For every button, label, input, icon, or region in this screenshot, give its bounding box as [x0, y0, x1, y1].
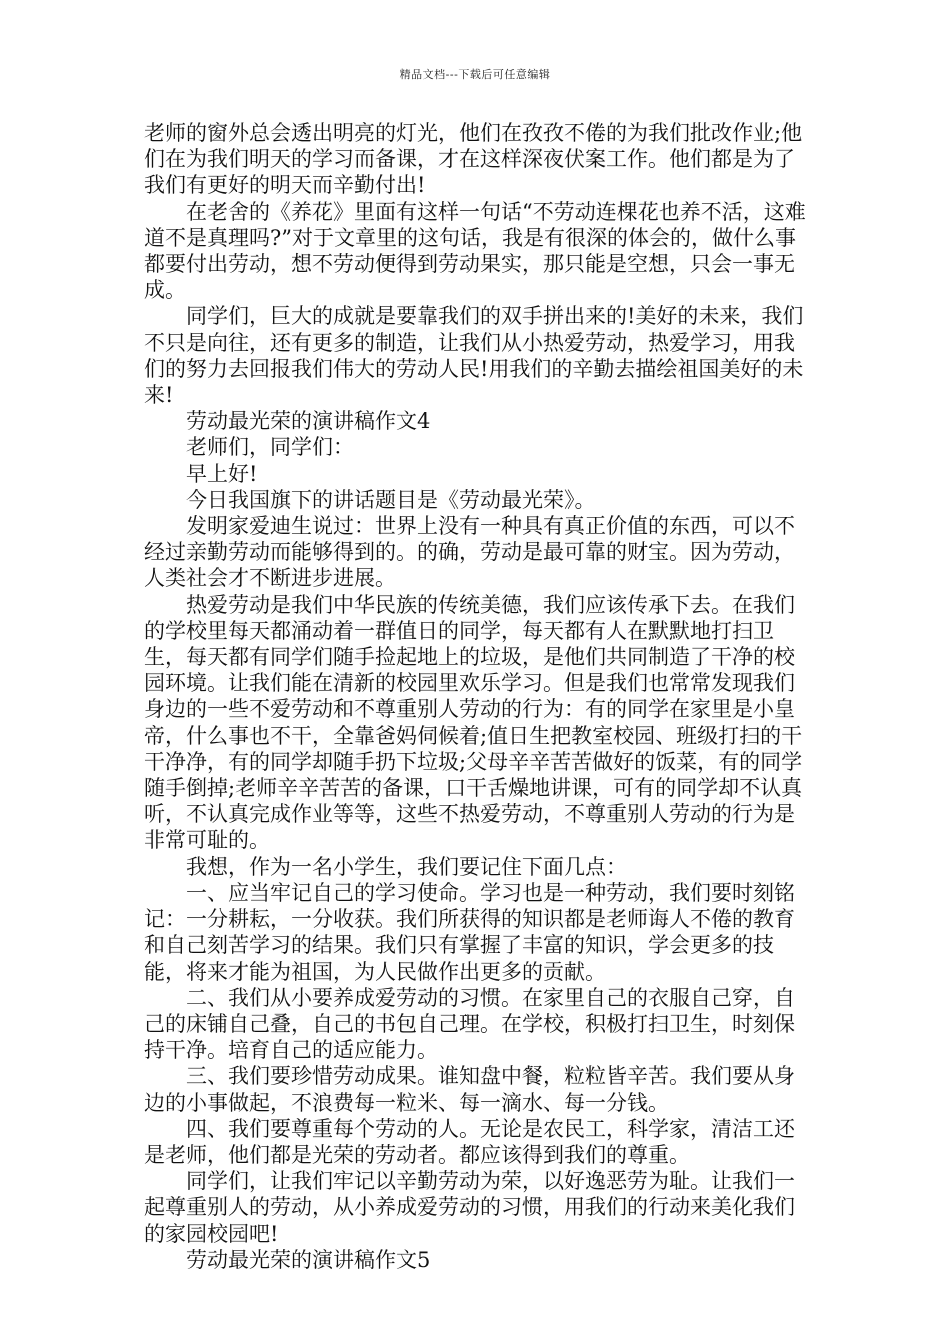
speech-topic: 今日我国旗下的讲话题目是《劳动最光荣》。 [186, 487, 596, 512]
point-two: 二、我们从小要养成爱劳动的习惯。在家里自己的衣服自己穿，自己的床铺自己叠，自己的书包自己理。在学校，积极打扫卫生，时刻保持干净。培育自己的适应能力。 [144, 985, 795, 1063]
page-header: 精品文档---下载后可任意编辑 [399, 68, 551, 81]
point-three: 三、我们要珍惜劳动成果。谁知盘中餐，粒粒皆辛苦。我们要从身边的小事做起，不浪费每一粒米、每一滴水、每一分钱。 [144, 1064, 795, 1115]
salutation: 老师们，同学们： [186, 435, 354, 460]
paragraph-conclusion: 同学们，让我们牢记以辛勤劳动为荣，以好逸恶劳为耻。让我们一起尊重别人的劳动，从小养成爱劳动的习惯，用我们的行动来美化我们的家园校园吧! [144, 1169, 795, 1246]
paragraph-future: 同学们，巨大的成就是要靠我们的双手拼出来的!美好的未来，我们不只是向往，还有更多的制造，让我们从小热爱劳动，热爱学习，用我们的努力去回报我们伟大的劳动人民!用我们的辛勤去描绘祖国美好的未来! [144, 304, 804, 408]
paragraph-lao-she-quote: 在老舍的《养花》里面有这样一句话“不劳动连棵花也养不活，这难道不是真理吗?”对于文章里的这句话，我是有很深的体会的，做什么事都要付出劳动，想不劳动便得到劳动果实，那只能是空想，只会一事无成。 [144, 199, 806, 303]
document-body [144, 120, 814, 1273]
section-heading-4: 劳动最光荣的演讲稿作文4 [186, 409, 431, 434]
greeting: 早上好! [186, 461, 258, 486]
paragraph-points-intro: 我想，作为一名小学生，我们要记住下面几点： [186, 854, 627, 879]
point-one: 一、应当牢记自己的学习使命。学习也是一种劳动，我们要时刻铭记：一分耕耘，一分收获。我们所获得的知识都是老师诲人不倦的教育和自己刻苦学习的结果。我们只有掌握了丰富的知识，学会更多的技能，将来才能为祖国，为人民做作出更多的贡献。 [144, 880, 795, 984]
paragraph-tradition: 热爱劳动是我们中华民族的传统美德，我们应该传承下去。在我们的学校里每天都涌动着一群值日的同学，每天都有人在默默地打扫卫生，每天都有同学们随手捡起地上的垃圾，是他们共同制造了干净的校园环境。让我们能在清新的校园里欢乐学习。但是我们也常常发现我们身边的一些不爱劳动和不尊重别人劳动的行为：有的同学在家里是小皇帝，什么事也不干，全靠爸妈伺候着;值日生把教室校园、班级打扫的干干净净，有的同学却随手扔下垃圾;父母辛辛苦苦做好的饭菜，有的同学随手倒掉;老师辛辛苦苦的备课，口干舌燥地讲课，可有的同学却不认真听，不认真完成作业等等，这些不热爱劳动，不尊重别人劳动的行为是非常可耻的。 [144, 592, 803, 853]
paragraph-edison: 发明家爱迪生说过：世界上没有一种具有真正价值的东西，可以不经过亲勤劳动而能够得到的。的确，劳动是最可靠的财宝。因为劳动，人类社会才不断进步进展。 [144, 514, 795, 591]
point-four: 四、我们要尊重每个劳动的人。无论是农民工，科学家，清洁工还是老师，他们都是光荣的劳动者。都应该得到我们的尊重。 [144, 1116, 795, 1167]
paragraph-continuation: 老师的窗外总会透出明亮的灯光，他们在孜孜不倦的为我们批改作业;他们在为我们明天的学习而备课，才在这样深夜伏案工作。他们都是为了我们有更好的明天而辛勤付出! [144, 121, 803, 198]
section-heading-5: 劳动最光荣的演讲稿作文5 [186, 1247, 431, 1272]
